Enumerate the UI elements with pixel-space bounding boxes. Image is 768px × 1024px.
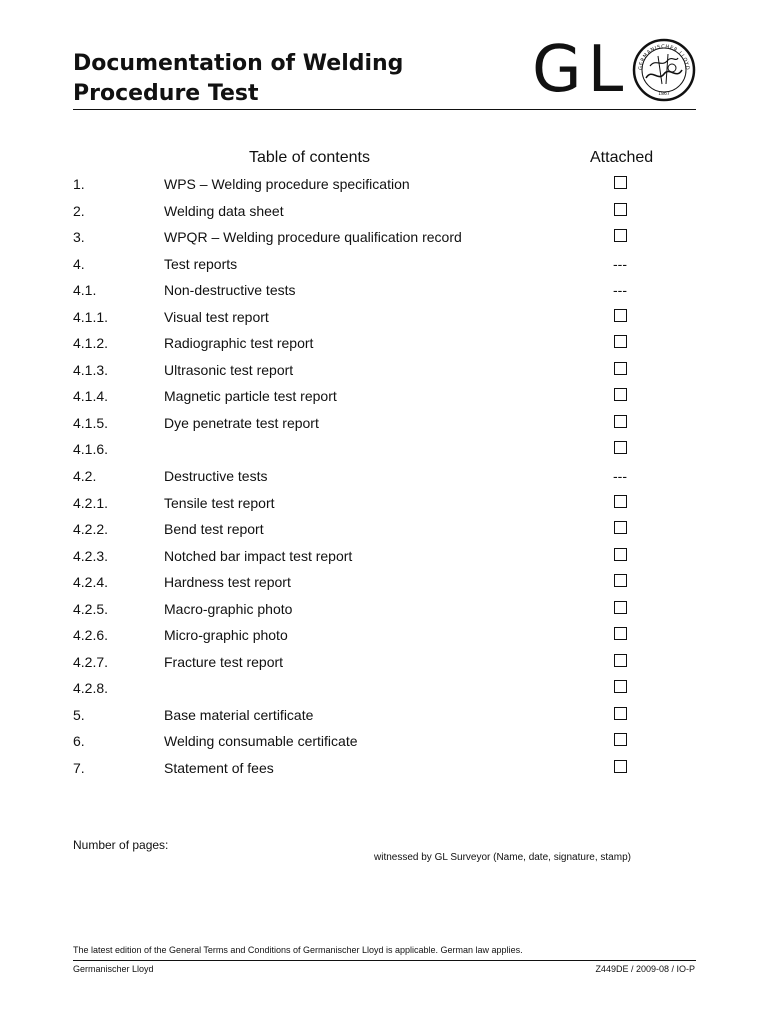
toc-list xyxy=(0,171,768,782)
header-divider xyxy=(73,109,696,110)
attached-checkbox[interactable] xyxy=(614,601,627,614)
toc-label: Notched bar impact test report xyxy=(164,547,353,564)
attached-checkbox[interactable] xyxy=(614,680,627,693)
attached-checkbox[interactable] xyxy=(614,388,627,401)
toc-number: 4.2. xyxy=(73,468,97,485)
logo-letters: GL xyxy=(532,33,630,107)
seal-year: 1867 xyxy=(658,92,670,97)
toc-number: 4.2.5. xyxy=(73,600,109,617)
toc-label: Hardness test report xyxy=(164,574,291,591)
toc-row xyxy=(0,569,768,596)
toc-number: 2. xyxy=(73,202,85,219)
toc-row xyxy=(0,543,768,570)
toc-number: 6. xyxy=(73,733,85,750)
attached-checkbox[interactable] xyxy=(614,309,627,322)
toc-label: Fracture test report xyxy=(164,653,284,670)
toc-row xyxy=(0,224,768,251)
footer-divider xyxy=(73,960,696,961)
toc-row xyxy=(0,755,768,782)
toc-label: Base material certificate xyxy=(164,706,314,723)
toc-row xyxy=(0,436,768,463)
toc-label: Visual test report xyxy=(164,308,269,325)
footer-company: Germanischer Lloyd xyxy=(73,964,154,974)
attached-checkbox[interactable] xyxy=(614,495,627,508)
toc-number: 1. xyxy=(73,176,85,192)
toc-label: WPQR – Welding procedure qualification record xyxy=(164,229,462,246)
toc-number: 4.2.3. xyxy=(73,547,109,564)
attached-checkbox[interactable] xyxy=(614,415,627,428)
toc-number: 4. xyxy=(73,255,85,272)
toc-number: 4.1. xyxy=(73,282,97,299)
attached-not-applicable: --- xyxy=(613,255,627,272)
toc-row xyxy=(0,702,768,729)
attached-checkbox[interactable] xyxy=(614,654,627,667)
toc-row xyxy=(0,251,768,278)
toc-number: 4.2.1. xyxy=(73,494,109,511)
toc-label: Welding consumable certificate xyxy=(164,733,358,750)
toc-row xyxy=(0,596,768,623)
toc-label: Macro-graphic photo xyxy=(164,600,293,617)
toc-row xyxy=(0,675,768,702)
attached-checkbox[interactable] xyxy=(614,548,627,561)
attached-checkbox[interactable] xyxy=(614,229,627,242)
toc-number: 5. xyxy=(73,706,85,723)
toc-number: 4.1.3. xyxy=(73,361,109,378)
toc-label: Tensile test report xyxy=(164,494,275,511)
attached-checkbox[interactable] xyxy=(614,627,627,640)
attached-checkbox[interactable] xyxy=(614,707,627,720)
toc-row xyxy=(0,383,768,410)
toc-row xyxy=(0,171,768,198)
attached-not-applicable: --- xyxy=(613,282,627,299)
toc-row xyxy=(0,622,768,649)
toc-number: 4.1.6. xyxy=(73,441,109,458)
toc-number: 4.1.1. xyxy=(73,308,109,325)
terms-note: The latest edition of the General Terms and Conditions of Germanischer Lloyd is applicable. German law applies. xyxy=(73,945,523,955)
toc-label: Micro-graphic photo xyxy=(164,627,288,644)
toc-row xyxy=(0,277,768,304)
toc-row xyxy=(0,330,768,357)
toc-row xyxy=(0,463,768,490)
seal-text: GERMANISCHER LLOYD xyxy=(637,43,691,71)
toc-number: 7. xyxy=(73,760,85,777)
toc-heading: Table of contents xyxy=(249,149,370,166)
title-line-1: Documentation of Welding xyxy=(73,51,404,76)
toc-number: 4.1.4. xyxy=(73,388,109,405)
toc-label: Welding data sheet xyxy=(164,202,284,219)
toc-row xyxy=(0,516,768,543)
toc-label: Test reports xyxy=(164,255,238,272)
witness-label: witnessed by GL Surveyor (Name, date, signature, stamp) xyxy=(374,852,631,863)
toc-label: Magnetic particle test report xyxy=(164,388,337,405)
toc-row xyxy=(0,649,768,676)
toc-number: 4.2.4. xyxy=(73,574,109,591)
toc-row xyxy=(0,410,768,437)
toc-number: 3. xyxy=(73,229,85,246)
svg-text:GERMANISCHER LLOYD xyxy=(638,44,690,71)
toc-label: Dye penetrate test report xyxy=(164,414,319,431)
toc-row xyxy=(0,304,768,331)
toc-label: WPS – Welding procedure specification xyxy=(164,176,410,192)
toc-number: 4.2.8. xyxy=(73,680,109,697)
toc-label: Ultrasonic test report xyxy=(164,361,294,378)
toc-number: 4.2.2. xyxy=(73,521,109,538)
attached-checkbox[interactable] xyxy=(614,574,627,587)
toc-label: Non-destructive tests xyxy=(164,282,296,299)
toc-label: Statement of fees xyxy=(164,760,274,777)
attached-checkbox[interactable] xyxy=(614,521,627,534)
toc-row xyxy=(0,728,768,755)
title-line-2: Procedure Test xyxy=(73,81,259,106)
footer-form-code: Z449DE / 2009-08 / IO-P xyxy=(595,964,695,974)
toc-row xyxy=(0,357,768,384)
number-of-pages-label: Number of pages: xyxy=(73,838,169,852)
toc-number: 4.1.5. xyxy=(73,414,109,431)
toc-number: 4.2.7. xyxy=(73,653,109,670)
attached-checkbox[interactable] xyxy=(614,733,627,746)
toc-number: 4.1.2. xyxy=(73,335,109,352)
toc-label: Destructive tests xyxy=(164,468,268,485)
toc-label: Bend test report xyxy=(164,521,264,538)
gl-logo xyxy=(532,33,698,107)
attached-checkbox[interactable] xyxy=(614,362,627,375)
attached-checkbox[interactable] xyxy=(614,760,627,773)
page-title xyxy=(73,49,493,109)
toc-row xyxy=(0,198,768,225)
attached-heading: Attached xyxy=(590,149,654,166)
attached-checkbox[interactable] xyxy=(614,176,627,189)
attached-not-applicable: --- xyxy=(613,468,627,485)
attached-checkbox[interactable] xyxy=(614,335,627,348)
seal-icon xyxy=(632,38,696,102)
toc-number: 4.2.6. xyxy=(73,627,109,644)
attached-checkbox[interactable] xyxy=(614,441,627,454)
attached-checkbox[interactable] xyxy=(614,203,627,216)
toc-row xyxy=(0,490,768,517)
toc-label: Radiographic test report xyxy=(164,335,314,352)
